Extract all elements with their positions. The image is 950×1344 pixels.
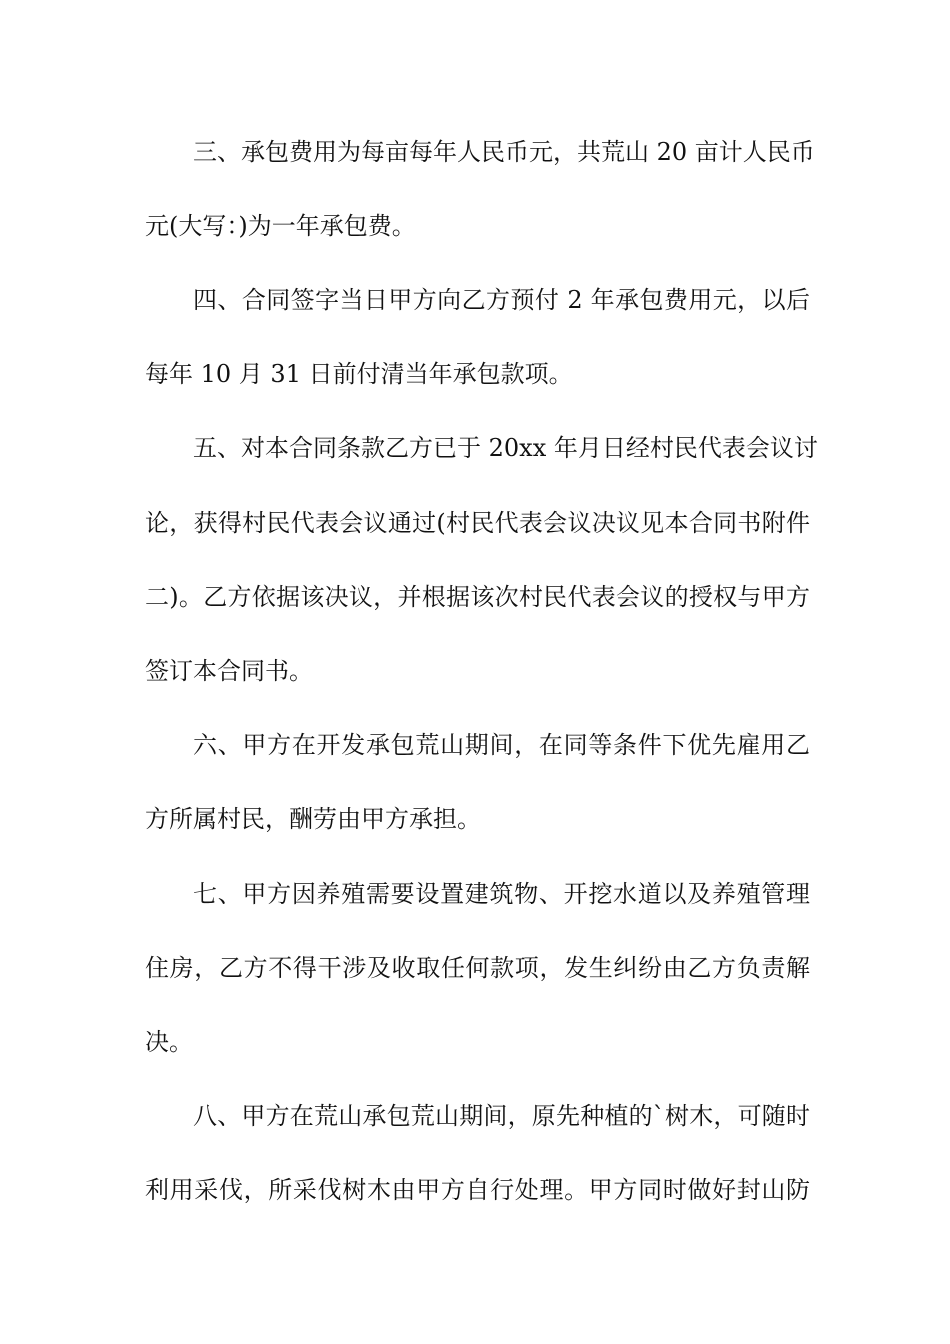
paragraph-6-line-1: 六、甲方在开发承包荒山期间，在同等条件下优先雇用乙 xyxy=(193,731,810,759)
paragraph-8-line-1: 八、甲方在荒山承包荒山期间，原先种植的`树木，可随时 xyxy=(193,1102,810,1130)
paragraph-3-line-1: 三、承包费用为每亩每年人民币元，共荒山 20 亩计人民币 xyxy=(193,138,815,166)
paragraph-3-line-2: 元(大写：)为一年承包费。 xyxy=(145,212,416,240)
paragraph-5-line-2: 论，获得村民代表会议通过(村民代表会议决议见本合同书附件 xyxy=(145,509,810,537)
paragraph-4-line-2: 每年 10 月 31 日前付清当年承包款项。 xyxy=(145,360,573,388)
paragraph-7-line-2: 住房，乙方不得干涉及收取任何款项，发生纠纷由乙方负责解 xyxy=(145,954,810,982)
paragraph-5-line-4: 签订本合同书。 xyxy=(145,657,313,685)
paragraph-8-line-2: 利用采伐，所采伐树木由甲方自行处理。甲方同时做好封山防 xyxy=(145,1176,810,1204)
paragraph-5-line-3: 二)。乙方依据该决议，并根据该次村民代表会议的授权与甲方 xyxy=(145,583,810,611)
paragraph-5-line-1: 五、对本合同条款乙方已于 20xx 年月日经村民代表会议讨 xyxy=(193,434,818,462)
paragraph-6-line-2: 方所属村民，酬劳由甲方承担。 xyxy=(145,805,481,833)
paragraph-7-line-1: 七、甲方因养殖需要设置建筑物、开挖水道以及养殖管理 xyxy=(193,880,810,908)
paragraph-4-line-1: 四、合同签字当日甲方向乙方预付 2 年承包费用元，以后 xyxy=(193,286,810,314)
paragraph-7-line-3: 决。 xyxy=(145,1028,193,1056)
